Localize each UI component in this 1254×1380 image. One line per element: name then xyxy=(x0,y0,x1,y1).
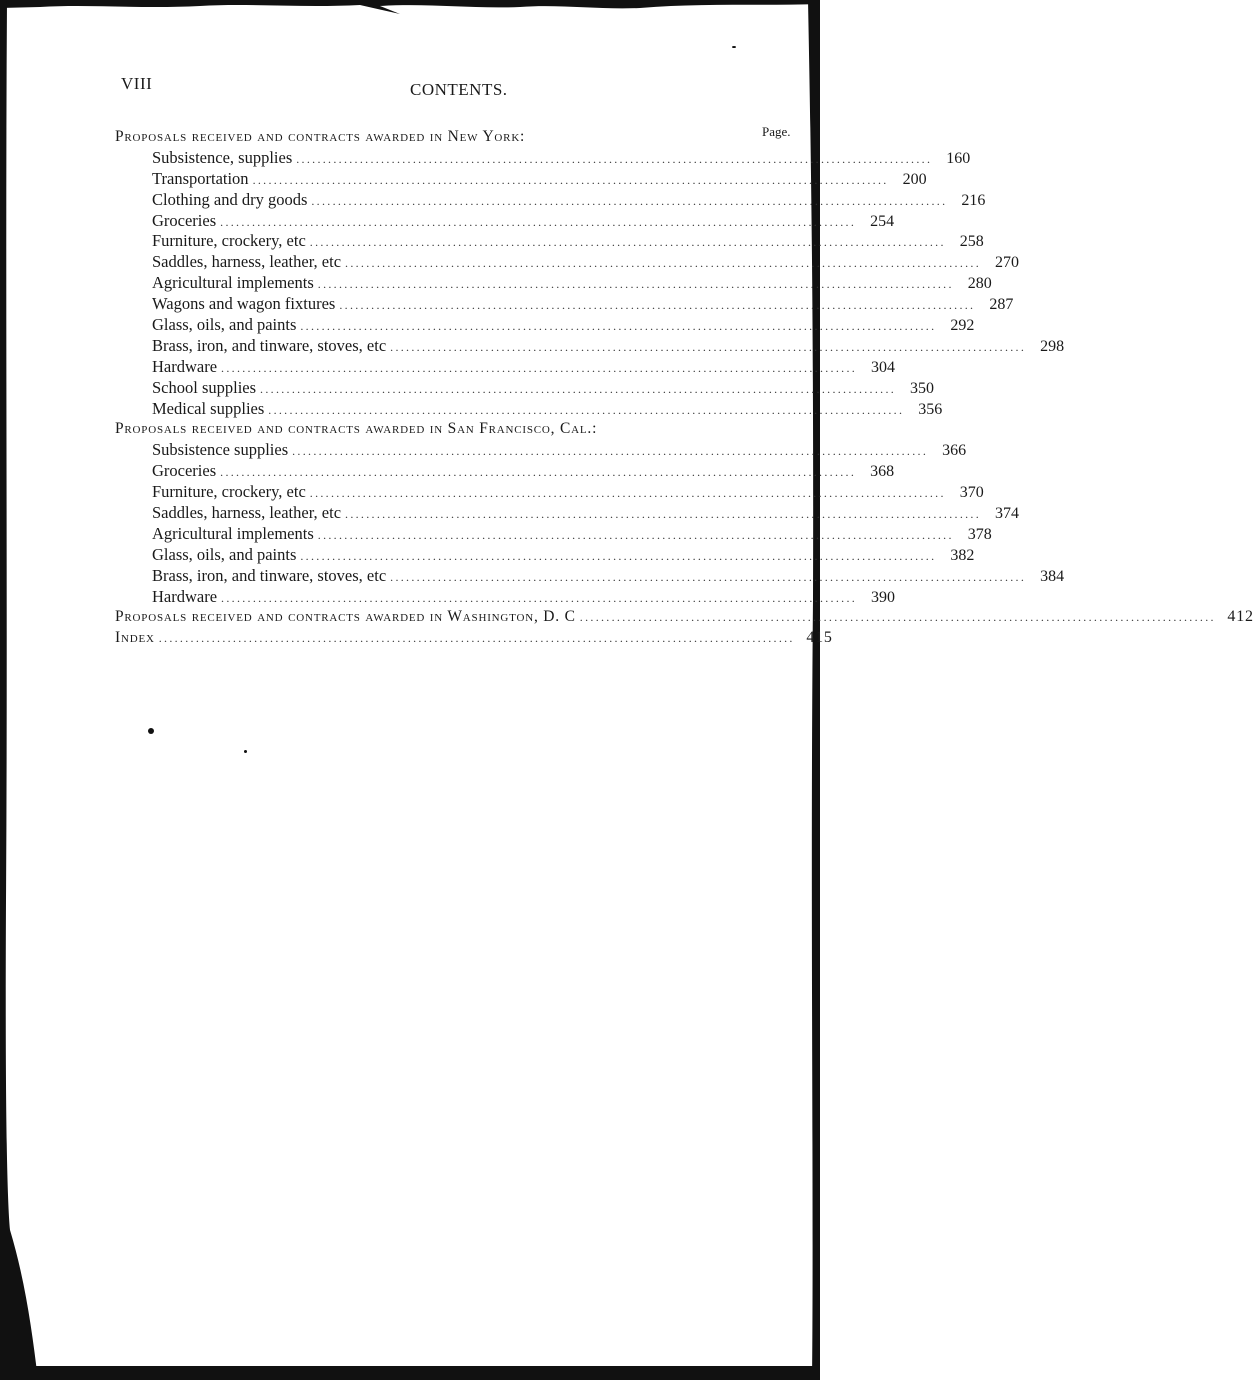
toc-page-number: 368 xyxy=(870,463,895,481)
dot-leader: ........................................................................................................................ xyxy=(345,507,982,522)
dot-leader: ........................................................................................................................ xyxy=(268,402,905,417)
toc-page-number: 298 xyxy=(1040,337,1065,355)
dot-leader: ........................................................................................................................ xyxy=(339,298,976,313)
ink-speck xyxy=(148,728,154,734)
toc-entry-label: Proposals received and contracts awarded in Washington, D. C xyxy=(115,608,576,626)
toc-entry-label: Subsistence supplies xyxy=(152,440,289,460)
toc-entry-label: Groceries xyxy=(152,461,217,481)
toc-section-heading[interactable] xyxy=(115,628,833,649)
toc-entry[interactable] xyxy=(115,565,1065,587)
toc-entry[interactable] xyxy=(115,168,927,190)
toc-entry-label: School supplies xyxy=(152,377,257,397)
toc-entry-label: Glass, oils, and paints xyxy=(152,315,297,335)
toc-page-number: 415 xyxy=(806,629,833,647)
dot-leader: ........................................................................................................................ xyxy=(317,277,954,292)
toc-entry[interactable] xyxy=(115,544,975,566)
toc-page-number: 378 xyxy=(967,525,992,543)
toc-page-number: 287 xyxy=(989,296,1014,314)
toc-entry[interactable] xyxy=(115,461,895,482)
toc-entry-label: Medical supplies xyxy=(152,398,265,418)
toc-entry-label: Agricultural implements xyxy=(152,273,314,293)
dot-leader: ........................................................................................................................ xyxy=(390,569,1027,584)
toc-page-number: 412 xyxy=(1227,608,1254,626)
dot-leader: ........................................................................................................................ xyxy=(579,610,1216,625)
toc-page-number: 254 xyxy=(870,212,895,230)
dot-leader: ........................................................................................................................ xyxy=(300,548,937,563)
dot-leader: ........................................................................................................................ xyxy=(317,527,954,542)
dot-leader: ........................................................................................................................ xyxy=(296,151,933,166)
toc-page-number: 382 xyxy=(950,546,975,564)
toc-entry[interactable] xyxy=(115,586,896,608)
toc-entry[interactable] xyxy=(115,398,943,420)
dot-leader: ........................................................................................................................ xyxy=(390,339,1027,354)
table-of-contents xyxy=(115,127,1254,649)
running-title: CONTENTS. xyxy=(410,80,508,99)
toc-entry[interactable] xyxy=(115,523,992,545)
toc-page-number: 216 xyxy=(961,191,986,209)
toc-entry-label: Hardware xyxy=(152,586,218,606)
toc-entry[interactable] xyxy=(115,273,992,294)
dot-leader: ........................................................................................................................ xyxy=(309,486,946,501)
toc-entry-label: Saddles, harness, leather, etc xyxy=(152,252,342,272)
toc-entry-label: Glass, oils, and paints xyxy=(152,544,297,564)
dot-leader: ........................................................................................................................ xyxy=(345,256,982,271)
dot-leader: ........................................................................................................................ xyxy=(309,235,946,250)
toc-page-number: 200 xyxy=(902,170,927,188)
toc-page-number: 280 xyxy=(967,275,992,293)
scan-bottom-edge xyxy=(0,1366,820,1380)
toc-page-number: 384 xyxy=(1040,567,1065,585)
toc-entry[interactable] xyxy=(115,503,1020,524)
toc-page-number: 258 xyxy=(959,233,984,251)
dot-leader: ........................................................................................................................ xyxy=(311,193,948,208)
toc-entry[interactable] xyxy=(115,231,984,252)
toc-entry-label: Index xyxy=(115,629,155,647)
dot-leader: ........................................................................................................................ xyxy=(221,360,858,375)
toc-page-number: 366 xyxy=(942,442,967,460)
dot-leader: ........................................................................................................................ xyxy=(252,172,889,187)
toc-entry[interactable] xyxy=(115,356,896,378)
dot-leader: ........................................................................................................................ xyxy=(300,319,937,334)
ink-speck xyxy=(244,750,247,753)
toc-entry[interactable] xyxy=(115,315,975,336)
toc-entry[interactable] xyxy=(115,294,1014,315)
toc-entry[interactable] xyxy=(115,189,986,211)
scan-left-edge xyxy=(0,0,40,1380)
toc-entry-label: Brass, iron, and tinware, stoves, etc xyxy=(152,335,387,355)
toc-entry-label: Proposals received and contracts awarded in New York: xyxy=(115,128,526,145)
toc-entry-label: Saddles, harness, leather, etc xyxy=(152,503,342,523)
dot-leader: ........................................................................................................................ xyxy=(292,444,929,459)
toc-entry-label: Groceries xyxy=(152,210,217,230)
dot-leader: ........................................................................................................................ xyxy=(158,631,795,646)
dot-leader: ........................................................................................................................ xyxy=(220,465,857,480)
toc-entry-label: Transportation xyxy=(152,168,249,188)
dot-leader: ........................................................................................................................ xyxy=(220,214,857,229)
toc-page-number: 370 xyxy=(959,484,984,502)
page-number: VIII xyxy=(121,74,153,93)
toc-entry[interactable] xyxy=(115,210,895,232)
dot-leader: ........................................................................................................................ xyxy=(260,381,897,396)
toc-entry-label: Agricultural implements xyxy=(152,523,314,543)
toc-entry-label: Proposals received and contracts awarded in San Francisco, Cal.: xyxy=(115,420,598,438)
toc-page-number: 390 xyxy=(871,588,896,606)
toc-section-heading[interactable] xyxy=(115,127,797,148)
page-column-label: Page. xyxy=(762,124,791,139)
toc-section-heading[interactable] xyxy=(115,607,1254,628)
ink-speck xyxy=(732,46,736,48)
dot-leader: ........................................................................................................................ xyxy=(221,590,858,605)
scan-top-edge xyxy=(0,0,820,18)
toc-page-number: 292 xyxy=(950,317,975,335)
toc-page-number: 356 xyxy=(918,400,943,418)
toc-entry[interactable] xyxy=(115,252,1020,273)
toc-page-number: 374 xyxy=(995,505,1020,523)
toc-entry-label: Hardware xyxy=(152,356,218,376)
toc-entry-label: Wagons and wagon fixtures xyxy=(152,294,336,314)
toc-page-number: 304 xyxy=(871,358,896,376)
toc-entry[interactable] xyxy=(115,482,984,503)
toc-section-heading[interactable] xyxy=(115,419,797,440)
toc-entry[interactable] xyxy=(115,335,1065,357)
toc-entry-label: Subsistence, supplies xyxy=(152,147,293,167)
toc-page-number: 160 xyxy=(946,149,971,167)
toc-entry-label: Furniture, crockery, etc xyxy=(152,231,306,251)
toc-entry[interactable] xyxy=(115,147,971,169)
toc-entry[interactable] xyxy=(115,440,967,461)
toc-entry[interactable] xyxy=(115,377,935,399)
toc-entry-label: Clothing and dry goods xyxy=(152,189,308,209)
toc-page-number: 350 xyxy=(910,379,935,397)
toc-entry-label: Furniture, crockery, etc xyxy=(152,482,306,502)
toc-page-number: 270 xyxy=(995,254,1020,272)
toc-entry-label: Brass, iron, and tinware, stoves, etc xyxy=(152,565,387,585)
